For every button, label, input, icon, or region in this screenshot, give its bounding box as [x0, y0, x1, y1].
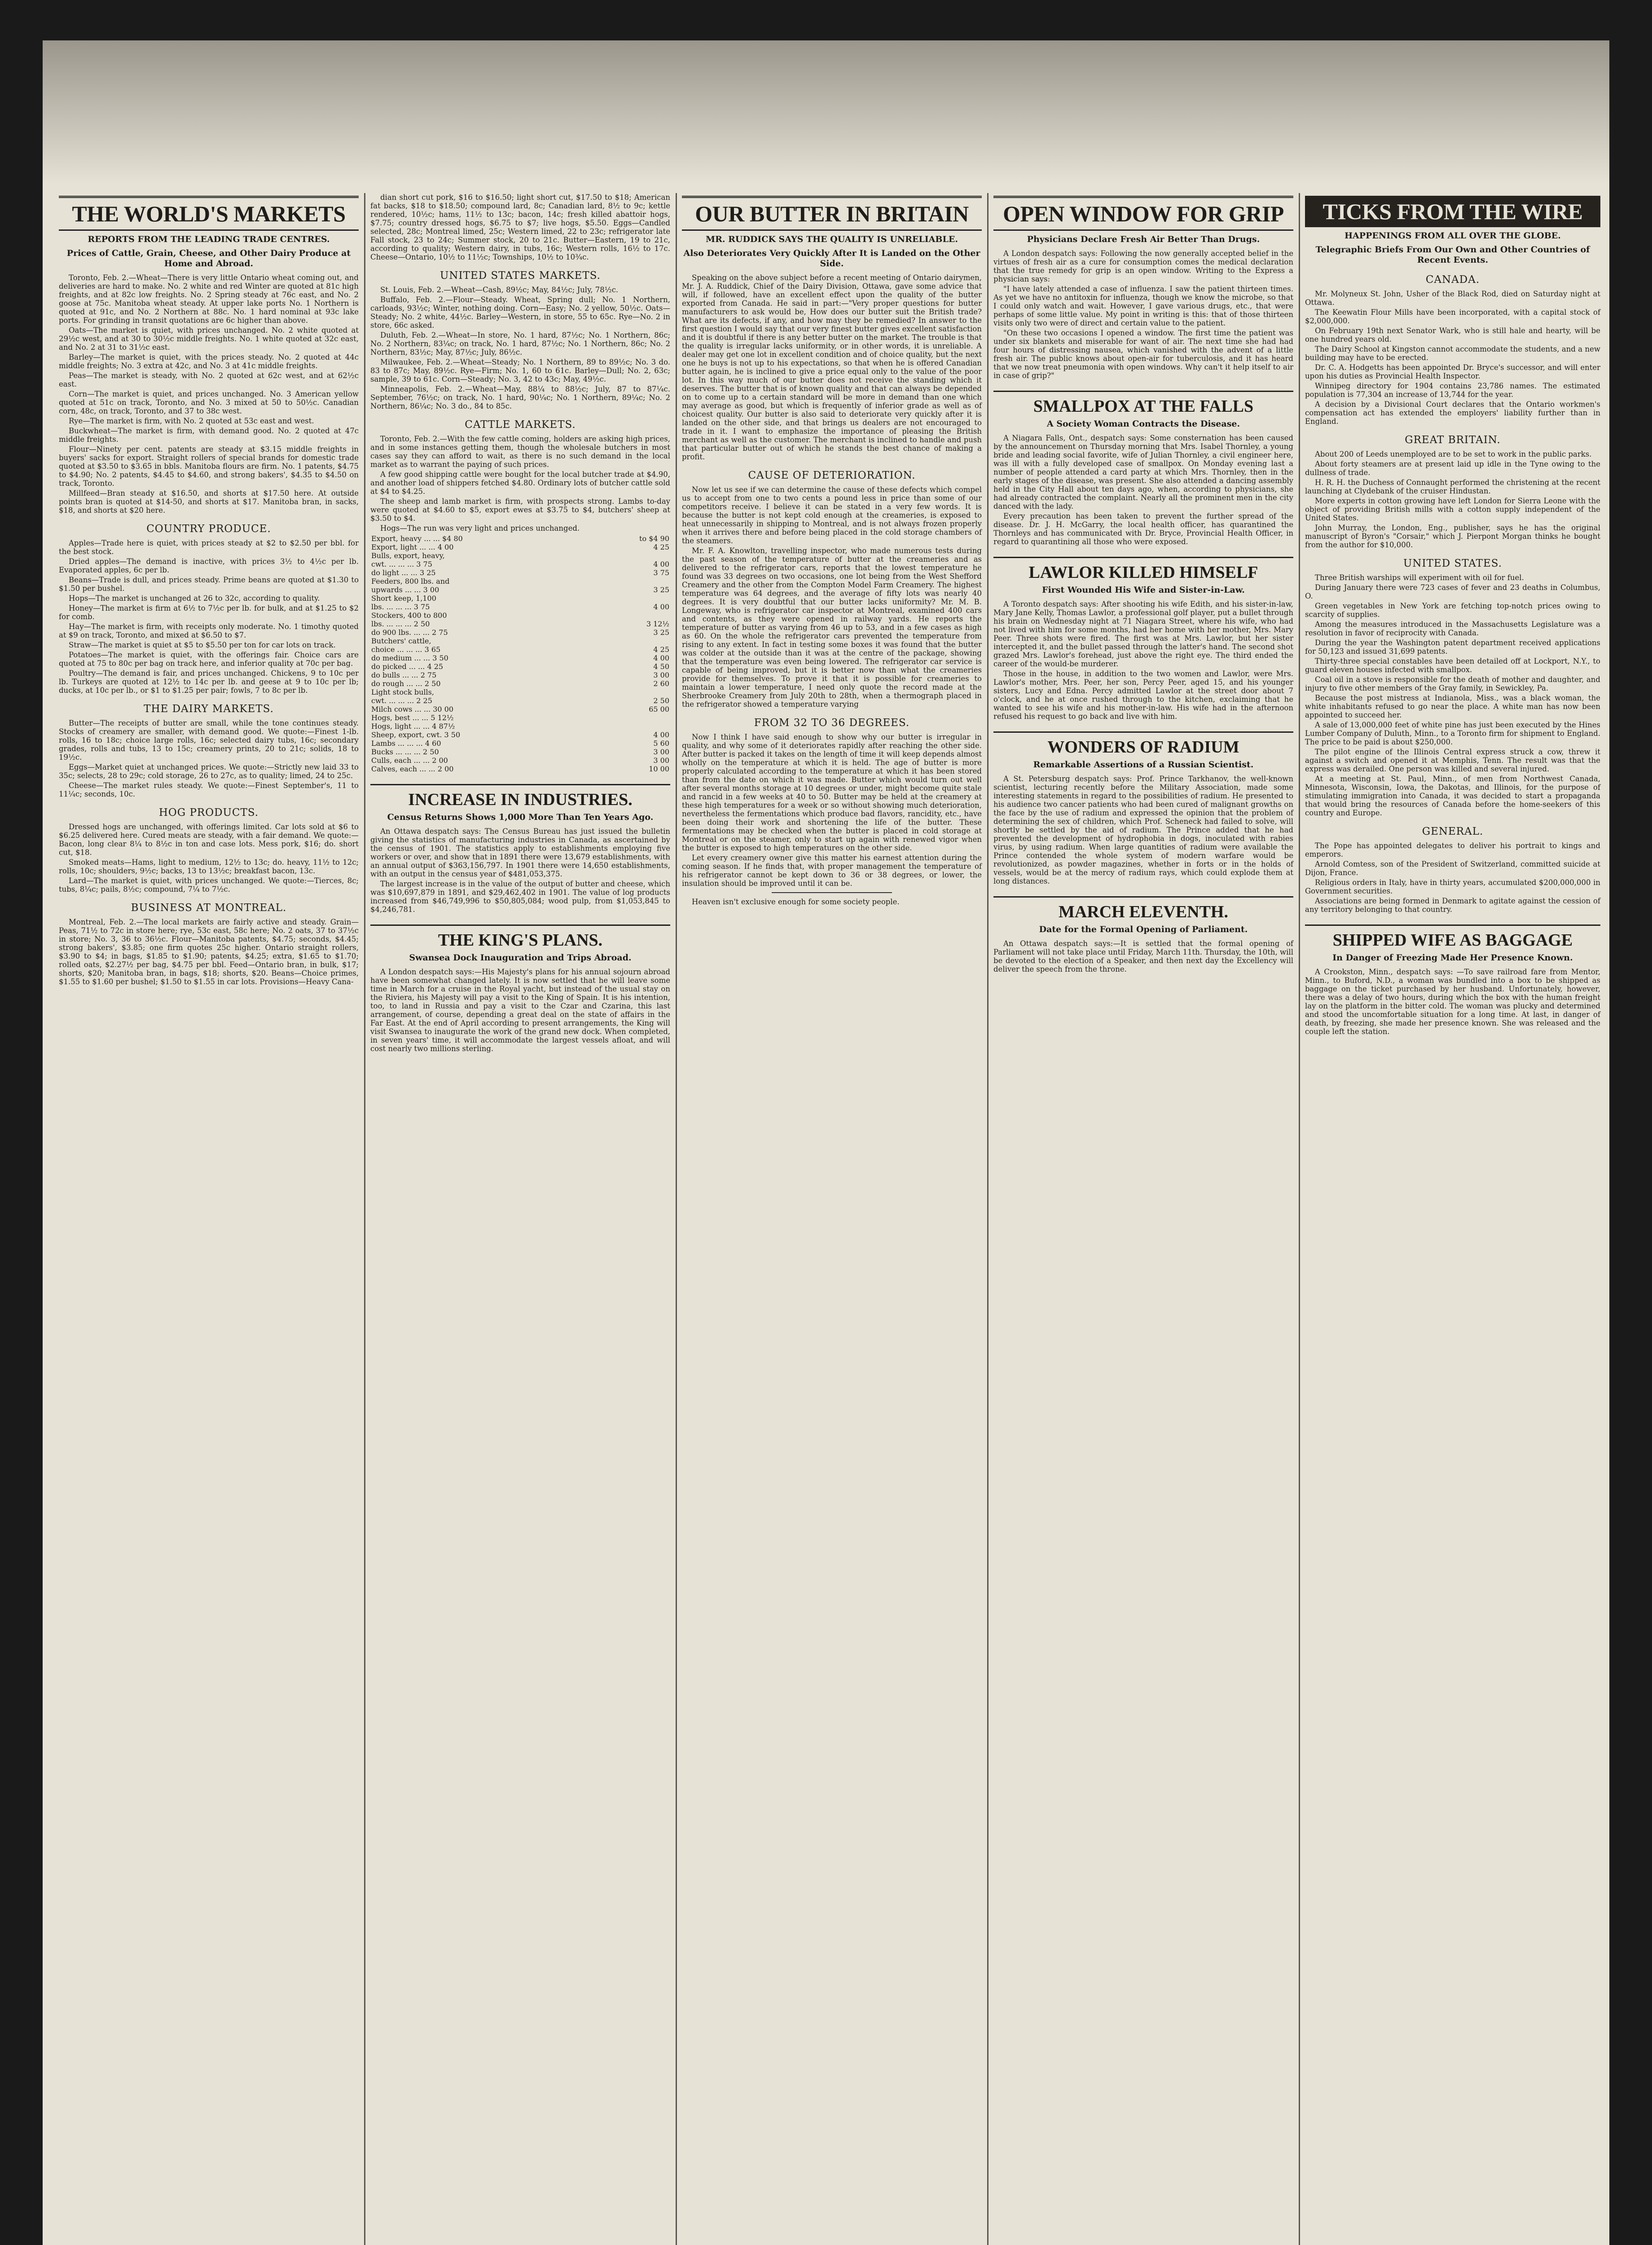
article-paragraph: Flour—Ninety per cent. patents are steady at $3.15 middle freights in buyers' sacks for export. Straight rollers of special brands for domestic trade quoted at $3.50 to $3.65 in bbls. Manitoba flours are firm. No. 1 patents, $4.75 to $4.90; No. 2 patents, $4.45 to $4.60, and strong bakers', $4.35 to $4.50 on track, Toronto. — [59, 445, 359, 488]
article-paragraph: Cheese—The market rules steady. We quote:—Finest September's, 11 to 11¼c; seconds, 10c. — [59, 781, 359, 798]
table-cell-price: 4 50 — [653, 662, 669, 671]
column-rule — [1299, 193, 1300, 2245]
article-paragraph: dian short cut pork, $16 to $16.50; light short cut, $17.50 to $18; American fat backs, $18 to $18.50; compound lard, 8c; Canadian lard, 8½ to 9c; kettle rendered, 10½c; hams, 11½ to 13c; bacon, 14c; fresh killed abattoir hogs, $7.75; country dressed hogs, $6.75 to $7; live hogs, $5.50. Eggs—Candled selected, 28c; Montreal limed, 25c; Western limed, 22 to 23c; refrigerator late Fall stock, 23 to 24c; Summer stock, 20 to 21c. Butter—Eastern, 19 to 21c, according to quality; Western dairy, in tubs, 16c; Western rolls, 16½ to 17c. Cheese—Ontario, 10½ to 11½c; Townships, 10½ to 10¾c. — [370, 193, 670, 261]
article-paragraph: Lard—The market is quiet, with prices unchanged. We quote:—Tierces, 8c; tubs, 8¼c; pails, 8½c; compound, 7¼ to 7½c. — [59, 876, 359, 894]
table-cell-price: 5 60 — [653, 739, 669, 748]
table-cell-price: 65 00 — [649, 705, 669, 713]
article-paragraph: Dried apples—The demand is inactive, with prices 3½ to 4½c per lb. Evaporated apples, 6c per lb. — [59, 557, 359, 574]
table-cell-price: 3 25 — [653, 628, 669, 637]
table-cell-item: Butchers' cattle, — [371, 637, 431, 645]
article-paragraph: An Ottawa despatch says: The Census Bureau has just issued the bulletin giving the statistics of manufacturing industries in Canada, as ascertained by the census of 1901. The statistics apply to establishments employing five workers or over, and show that in 1891 there were 13,679 establishments, with an annual output of $363,156,797. In 1901 there were 14,650 establishments, with an output in the census year of $481,053,375. — [370, 827, 670, 878]
table-cell-item: do picked ... ... 4 25 — [371, 662, 444, 671]
article-paragraph: "On these two occasions I opened a window. The first time the patient was under six blankets and miserable for want of air. The next time she had had four hours of distressing nausea, which vanished with the advent of a little fresh air. The public knows about open-air for tuberculosis, and it has heard that we now treat pneumonia with open windows. Why can't it help itself to air in case of grip?" — [993, 329, 1293, 380]
table-cell-item: lbs. ... ... ... 3 75 — [371, 603, 430, 611]
table-cell-price — [637, 594, 670, 603]
article-paragraph: The largest increase is in the value of the output of butter and cheese, which was $10,697,879 in 1891, and $29,462,402 in 1901. The value of log products increased from $46,749,996 to $50,805,084; wood pulp, from $1,053,845 to $4,246,781. — [370, 880, 670, 914]
article-headline: WONDERS OF RADIUM — [993, 731, 1293, 757]
article-paragraph: Associations are being formed in Denmark to agitate against the cession of any territory belonging to that country. — [1305, 897, 1600, 914]
article-paragraph: On February 19th next Senator Wark, who is still hale and hearty, will be one hundred years old. — [1305, 326, 1600, 343]
article-paragraph: Every precaution has been taken to prevent the further spread of the disease. Dr. J. H. McGarry, the local health officer, has quarantined the Thornleys and has communicated with Dr. Bryce, Provincial Health Officer, in regard to quarantining all those who were exposed. — [993, 512, 1293, 546]
subheadline: REPORTS FROM THE LEADING TRADE CENTRES. — [88, 234, 330, 244]
table-cell-item: do 900 lbs. ... ... 2 75 — [371, 628, 448, 637]
article-paragraph: The Dairy School at Kingston cannot accommodate the students, and a new building may have to be erected. — [1305, 345, 1600, 362]
table-cell-price: 3 00 — [653, 748, 669, 756]
article-paragraph: Eggs—Market quiet at unchanged prices. We quote:—Strictly new laid 33 to 35c; selects, 28 to 29c; cold storage, 26 to 27c, as to quality; limed, 24 to 25c. — [59, 763, 359, 780]
table-row — [370, 534, 670, 543]
article-paragraph: Mr. Molyneux St. John, Usher of the Black Rod, died on Saturday night at Ottawa. — [1305, 290, 1600, 307]
article-paragraph: Straw—The market is quiet at $5 to $5.50 per ton for car lots on track. — [69, 641, 336, 649]
column-5 — [1302, 193, 1603, 2245]
table-row — [370, 603, 670, 611]
article-paragraph: The Keewatin Flour Mills have been incorporated, with a capital stock of $2,000,000. — [1305, 308, 1600, 325]
section-heading: UNITED STATES. — [1403, 558, 1503, 569]
table-cell-item: Stockers, 400 to 800 — [371, 611, 447, 620]
headline: THE WORLD'S MARKETS — [59, 196, 359, 231]
article-paragraph: H. R. H. the Duchess of Connaught performed the christening at the recent launching at Clydebank of the cruiser Hindustan. — [1305, 478, 1600, 495]
table-row — [370, 551, 670, 560]
article-paragraph: Green vegetables in New York are fetching top-notch prices owing to scarcity of supplies. — [1305, 602, 1600, 619]
table-row — [370, 688, 670, 696]
table-cell-item: Sheep, export, cwt. 3 50 — [371, 731, 461, 739]
headline: TICKS FROM THE WIRE — [1305, 196, 1600, 227]
table-cell-price — [637, 713, 670, 722]
table-cell-price: 4 25 — [653, 543, 669, 551]
table-cell-item: Hogs, light ... ... 4 87½ — [371, 722, 455, 731]
headline: OUR BUTTER IN BRITAIN — [682, 196, 982, 231]
section-heading: HOG PRODUCTS. — [158, 807, 259, 819]
table-cell-item: do rough ... ... 2 50 — [371, 679, 441, 688]
article-paragraph: Thirty-three special constables have been detailed off at Lockport, N.Y., to guard eleven houses infected with smallpox. — [1305, 657, 1600, 674]
price-table — [370, 534, 670, 773]
table-cell-item: Bulls, export, heavy, — [371, 551, 445, 560]
column-rule — [676, 193, 677, 2245]
article-paragraph: The Pope has appointed delegates to deliver his portrait to kings and emperors. — [1305, 841, 1600, 858]
headline-deck: Also Deteriorates Very Quickly After It is Landed on the Other Side. — [683, 248, 980, 269]
table-row — [370, 756, 670, 765]
table-row — [370, 543, 670, 551]
section-heading: CAUSE OF DETERIORATION. — [748, 470, 916, 481]
newspaper-page — [43, 40, 1609, 2245]
article-paragraph: Dr. C. A. Hodgetts has been appointed Dr. Bryce's successor, and will enter upon his duties as Provincial Health Inspector. — [1305, 363, 1600, 380]
table-cell-item: do medium ... ... 3 50 — [371, 654, 448, 662]
headline-deck: First Wounded His Wife and Sister-in-Law. — [1042, 585, 1245, 595]
table-row — [370, 577, 670, 585]
article-paragraph: A decision by a Divisional Court declares that the Ontario workmen's compensation act has extended the employers' liability further than in England. — [1305, 400, 1600, 426]
headline: OPEN WINDOW FOR GRIP — [993, 196, 1293, 231]
article-paragraph: A St. Petersburg despatch says: Prof. Prince Tarkhanov, the well-known scientist, lecturing recently before the Military Association, made some interesting statements in regard to the possibilities of radium. He presented to his audience two cancer patients who had been cured of malignant growths on the face by the use of radium and expressed the opinion that the problem of determining the sex of children, which Prof. Scheneck had failed to solve, will shortly be settled by the aid of radium. The Prince added that he had prevented the development of hydrophobia in dogs, inoculated with rabies virus, by using radium. When large quantities of radium were available the Prince contended the whole system of modern warfare would be revolutionized, as powder magazines, whether in forts or in the holds of vessels, would be at the mercy of radium rays, which could explode them at long distances. — [993, 775, 1293, 885]
table-cell-price: 3 00 — [653, 671, 669, 679]
article-paragraph: The sheep and lamb market is firm, with prospects strong. Lambs to-day were quoted at $4.60 to $5, export ewes at $3.75 to $4, butchers' sheep at $3.50 to $4. — [370, 497, 670, 523]
article-paragraph: More experts in cotton growing have left London for Sierra Leone with the object of providing British mills with a cotton supply independent of the United States. — [1305, 497, 1600, 522]
article-paragraph: Honey—The market is firm at 6½ to 7½c per lb. for bulk, and at $1.25 to $2 for comb. — [59, 604, 359, 621]
table-row — [370, 628, 670, 637]
table-cell-price — [637, 637, 670, 645]
article-paragraph: Dressed hogs are unchanged, with offerings limited. Car lots sold at $6 to $6.25 delivered here. Cured meats are steady, with a fair demand. We quote:—Bacon, long clear 8¼ to 8½c in ton and case lots. Mess pork, $16; do. short cut, $18. — [59, 823, 359, 857]
article-paragraph: Beans—Trade is dull, and prices steady. Prime beans are quoted at $1.30 to $1.50 per bushel. — [59, 576, 359, 593]
table-cell-price: 3 00 — [653, 756, 669, 765]
section-heading: BUSINESS AT MONTREAL. — [131, 902, 287, 914]
article-paragraph: A Niagara Falls, Ont., despatch says: Some consternation has been caused by the announcement on Thursday morning that Mrs. Isabel Thornley, a young bride and leading social favorite, wife of Julian Thornley, a civil engineer here, was ill with a fully developed case of smallpox. On Monday evening last a number of people attended a card party at which Mrs. Thornley, then in the early stages of the disease, was present. She also attended a dancing assembly held in the City Hall about ten days ago, when, according to physicians, she had already contracted the complaint. Nearly all the prominent men in the city danced with the lady. — [993, 434, 1293, 511]
table-cell-item: Export, light ... ... 4 00 — [371, 543, 454, 551]
article-paragraph: Coal oil in a stove is responsible for the death of mother and daughter, and injury to five other members of the Gray family, in Sewickley, Pa. — [1305, 675, 1600, 692]
table-cell-item: cwt. ... ... ... 2 25 — [371, 696, 432, 705]
article-paragraph: Among the measures introduced in the Massachusetts Legislature was a resolution in favor of reciprocity with Canada. — [1305, 620, 1600, 637]
section-heading: THE DAIRY MARKETS. — [144, 703, 274, 715]
subheadline: HAPPENINGS FROM ALL OVER THE GLOBE. — [1344, 231, 1561, 241]
table-row — [370, 637, 670, 645]
table-cell-price: 2 50 — [653, 696, 669, 705]
table-cell-price — [637, 722, 670, 731]
article-paragraph: Milwaukee, Feb. 2.—Wheat—Steady; No. 1 Northern, 89 to 89½c; No. 3 do. 83 to 87c; May, 89½c. Rye—Firm; No. 1, 60 to 61c. Barley—Dull; No. 2, 63c; sample, 39 to 61c. Corn—Steady; No. 3, 42 to 43c; May, 49½c. — [370, 358, 670, 383]
table-cell-item: Hogs, best ... ... 5 12½ — [371, 713, 454, 722]
headline-deck: Census Returns Shows 1,000 More Than Ten Years Ago. — [387, 812, 654, 822]
article-paragraph: Toronto, Feb. 2.—With the few cattle coming, holders are asking high prices, and in some instances getting them, though the wholesale butchers in most cases say they can afford to wait, as there is no such demand in the local market as to warrant the paying of such prices. — [370, 435, 670, 469]
section-heading: CATTLE MARKETS. — [465, 419, 576, 431]
page-top-shadow — [43, 40, 1609, 184]
article-paragraph: A Toronto despatch says: After shooting his wife Edith, and his sister-in-law, Mary Jane Kelly, Thomas Lawlor, a professional golf player, put a bullet through his brain on Wednesday night at 71 Niagara Street, where his wife, who had not lived with him for some months, had her home with her mother, Mrs. Mary Peer. Three shots were fired. The first was at Mrs. Lawlor, but her sister intercepted it, and the bullet passed through the latter's hand. The second shot grazed Mrs. Lawlor's forehead, just above the right eye. The third ended the career of the would-be murderer. — [993, 600, 1293, 668]
table-row — [370, 765, 670, 773]
article-paragraph: About 200 of Leeds unemployed are to be set to work in the public parks. — [1315, 450, 1592, 458]
table-cell-price: 3 12½ — [646, 620, 669, 628]
subheadline: MR. RUDDICK SAYS THE QUALITY IS UNRELIABLE. — [706, 234, 958, 244]
table-row — [370, 713, 670, 722]
divider-rule — [772, 892, 892, 893]
article-paragraph: A sale of 13,000,000 feet of white pine has just been executed by the Hines Lumber Company of Duluth, Minn., to a Toronto firm for shipment to England. The price to be paid is about $250,000. — [1305, 721, 1600, 746]
table-row — [370, 560, 670, 568]
article-paragraph: Toronto, Feb. 2.—Wheat—There is very little Ontario wheat coming out, and deliveries are hard to make. No. 2 white and red Winter are quoted at 81c high freights, and at 82c low freights. No. 2 Spring steady at 76c east, and No. 2 goose at 75c. Manitoba wheat steady. At upper lake ports No. 1 Northern is quoted at 91c, and No. 2 Northern at 88c. No. 1 hard nominal at 93c lake ports. For grinding in transit quotations are 6c higher than above. — [59, 273, 359, 325]
table-cell-item: Feeders, 800 lbs. and — [371, 577, 450, 585]
article-paragraph: During January there were 723 cases of fever and 23 deaths in Columbus, O. — [1305, 583, 1600, 600]
headline-deck: A Society Woman Contracts the Disease. — [1046, 419, 1240, 429]
article-paragraph: Poultry—The demand is fair, and prices unchanged. Chickens, 9 to 10c per lb. Turkeys are quoted at 12½ to 14c per lb. and geese at 9 to 10c per lb; ducks, at 10c per lb., or $1 to $1.25 per pair; fowls, 7 to 8c per lb. — [59, 669, 359, 695]
article-paragraph: At a meeting at St. Paul, Minn., of men from Northwest Canada, Minnesota, Wisconsin, Iowa, the Dakotas, and Illinois, for the purpose of stimulating immigration into Canada, it was decided to start a propaganda that would bring the resources of Canada before the home-seekers of this country and Europe. — [1305, 775, 1600, 817]
table-cell-price — [637, 551, 670, 560]
table-cell-item: Calves, each ... ... 2 00 — [371, 765, 454, 773]
article-paragraph: Peas—The market is steady, with No. 2 quoted at 62c west, and at 62½c east. — [59, 371, 359, 388]
section-heading: UNITED STATES MARKETS. — [440, 270, 601, 282]
article-paragraph: St. Louis, Feb. 2.—Wheat—Cash, 89½c; May, 84½c; July, 78½c. — [380, 286, 619, 294]
table-cell-item: Culls, each ... ... 2 00 — [371, 756, 448, 765]
article-paragraph: Corn—The market is quiet, and prices unchanged. No. 3 American yellow quoted at 51c on track, Toronto, and No. 3 mixed at 50 to 50½c. Canadian corn, 48c, on track, Toronto, and 37 to 38c west. — [59, 390, 359, 415]
article-paragraph: Duluth, Feb. 2.—Wheat—In store, No. 1 hard, 87½c; No. 1 Northern, 86c; No. 2 Northern, 83¼c; on track, No. 1 hard, 87½c; No. 1 Northern, 86c; No. 2 Northern, 83½c; May, 87½c; July, 86½c. — [370, 331, 670, 357]
article-paragraph: Apples—Trade here is quiet, with prices steady at $2 to $2.50 per bbl. for the best stock. — [59, 539, 359, 556]
article-paragraph: Hogs—The run was very light and prices unchanged. — [380, 524, 580, 533]
table-cell-item: Short keep, 1,100 — [371, 594, 436, 603]
table-cell-price: 4 00 — [653, 654, 669, 662]
table-row — [370, 739, 670, 748]
article-paragraph: Winnipeg directory for 1904 contains 23,786 names. The estimated population is 77,304 an increase of 13,744 for the year. — [1305, 382, 1600, 399]
article-paragraph: Montreal, Feb. 2.—The local markets are fairly active and steady. Grain—Peas, 71½ to 72c in store here; rye, 53c east, 58c here; No. 2 oats, 37 to 37½c in store; No. 3, 36 to 36½c. Flour—Manitoba patents, $4.75; seconds, $4.45; strong bakers', $3.85; one firm quotes 25c higher. Ontario straight rollers, $3.90 to $4; in bags, $1.85 to $1.90; patents, $4.25; extra, $1.65 to $1.70; rolled oats, $2.27½ per bag, $4.75 per bbl. Feed—Ontario bran, in bulk, $17; shorts, $20; Manitoba bran, in bags, $18; shorts, $20. Beans—Choice primes, $1.55 to $1.60 per bushel; $1.50 to $1.55 in car lots. Provisions—Heavy Cana- — [59, 918, 359, 986]
table-cell-price: 4 25 — [653, 645, 669, 654]
table-row — [370, 731, 670, 739]
section-heading: COUNTRY PRODUCE. — [146, 523, 271, 535]
table-cell-item: choice ... ... ... 3 65 — [371, 645, 441, 654]
headline-deck: Telegraphic Briefs From Our Own and Other Countries of Recent Events. — [1315, 245, 1590, 265]
table-cell-item: do bulls ... ... 2 75 — [371, 671, 437, 679]
article-paragraph: Hops—The market is unchanged at 26 to 32c, according to quality. — [69, 594, 320, 603]
article-paragraph: Barley—The market is quiet, with the prices steady. No. 2 quoted at 44c middle freights; No. 3 extra at 42c, and No. 3 at 41c middle freights. — [59, 353, 359, 370]
headline-deck: Remarkable Assertions of a Russian Scientist. — [1033, 760, 1254, 770]
article-paragraph: Speaking on the above subject before a recent meeting of Ontario dairymen, Mr. J. A. Ruddick, Chief of the Dairy Division, Ottawa, gave some advice that will, if followed, have an excellent effect upon the quality of the butter exported from Canada. He said in part:—"Very proper questions for butter manufacturers to ask would be, How does our butter suit the British trade? What are its defects, if any, and how may they be remedied? In answer to the first question I would say that our very finest butter gives excellent satisfaction and it is doubtful if there is any better butter on the market. The trouble is that the quality is irregular lacks uniformity, or in other words, it is unreliable. A dealer may get one lot in excellent condition and of choice quality, but the next one he buys is not up to his expectations, so that when he is offered Canadian butter again, he is inclined to give a price equal only to the value of the poor lot. In this way much of our butter does not receive the standing which it deserves. The butter that is of known quality and that can always be depended on to come up to a certain standard will be more in demand than one which may average as good, but which is frequently of inferior grade as well as of choicest quality. Our butter is also said to deteriorate very quickly after it is landed on the other side, and that brings us dealers are not encouraged to trade in it. I want to emphasize the importance of pleasing the British merchant as well as the customer. The merchant is inclined to handle and push that particular butter out of which he stands the best chance of making a profit. — [682, 273, 982, 461]
table-row — [370, 705, 670, 713]
article-paragraph: Rye—The market is firm, with No. 2 quoted at 53c east and west. — [69, 417, 314, 425]
article-paragraph: Butter—The receipts of butter are small, while the tone continues steady. Stocks of creamery are smaller, with demand good. We quote:—Finest 1-lb. rolls, 16 to 18c; choice large rolls, 16c; selected dairy tubs, 16c; secondary grades, rolls and tubs, 13 to 15c; creamery prints, 20 to 21c; solids, 18 to 19½c. — [59, 719, 359, 762]
table-cell-item: Milch cows ... ... 30 00 — [371, 705, 454, 713]
column-rule — [364, 193, 365, 2245]
headline-deck: Prices of Cattle, Grain, Cheese, and Other Dairy Produce at Home and Abroad. — [66, 248, 351, 269]
article-paragraph: Hay—The market is firm, with receipts only moderate. No. 1 timothy quoted at $9 on track, Toronto, and mixed at $6.50 to $7. — [59, 622, 359, 639]
article-paragraph: Buffalo, Feb. 2.—Flour—Steady. Wheat, Spring dull; No. 1 Northern, carloads, 93½c; Winter, nothing doing. Corn—Easy; No. 2 yellow, 50½c. Oats—Steady; No. 2 white, 44½c. Barley—Western, in store, 55 to 65c. Rye—No. 2 in store, 66c asked. — [370, 295, 670, 330]
table-row — [370, 679, 670, 688]
article-paragraph: A Crookston, Minn., despatch says: —To save railroad fare from Mentor, Minn., to Buford, N.D., a woman was bundled into a box to be shipped as baggage on the ticket purchased by her husband. Unfortunately, however, there was a delay of two hours, during which the box with the human freight lay on the platform in the bitter cold. The woman was plucky and determined and stood the uncomfortable situation for a long time. At last, in danger of death, by freezing, she made her presence known. She was released and the couple left the station. — [1305, 968, 1600, 1036]
table-row — [370, 645, 670, 654]
table-cell-price: 10 00 — [649, 765, 669, 773]
headline-deck: Swansea Dock Inauguration and Trips Abroad. — [409, 953, 632, 963]
section-heading: FROM 32 TO 36 DEGREES. — [754, 717, 910, 729]
article-paragraph: "I have lately attended a case of influenza. I saw the patient thirteen times. As yet we have no antitoxin for influenza, though we know the microbe, so that I could only watch and wait. However, I gave various drugs, etc., that were perhaps of some little value. My point in writing is this: that of those thirteen visits only two were of direct and certain value to the patient. — [993, 285, 1293, 327]
column-rule — [987, 193, 989, 2245]
section-heading: CANADA. — [1425, 274, 1480, 286]
table-row — [370, 662, 670, 671]
section-heading: GENERAL. — [1422, 826, 1484, 837]
section-heading: GREAT BRITAIN. — [1405, 434, 1501, 446]
table-row — [370, 611, 670, 620]
headline-deck: Date for the Formal Opening of Parliament. — [1039, 924, 1248, 934]
article-paragraph: A London despatch says: Following the now generally accepted belief in the virtues of fresh air as a cure for consumption comes the medical declaration that the true remedy for grip is an open window. Writing to the Express a physician says: — [993, 249, 1293, 283]
article-headline: SHIPPED WIFE AS BAGGAGE — [1305, 924, 1600, 950]
article-paragraph: Now let us see if we can determine the cause of these defects which compel us to accept from one to two cents a pound less in price than some of our competitors receive. I believe it can be stated in a very few words. It is because the butter is not kept cold enough at the creameries, is exposed to heat unnecessarily in shipping to Montreal, and is not always frozen properly when it arrives there and before being placed in the cold storage chambers of the steamers. — [682, 485, 982, 545]
article-headline: LAWLOR KILLED HIMSELF — [993, 557, 1293, 582]
table-row — [370, 671, 670, 679]
table-row — [370, 585, 670, 594]
column-2 — [368, 193, 673, 2245]
article-paragraph: A London despatch says:—His Majesty's plans for his annual sojourn abroad have been somewhat changed lately. It is now settled that he will leave some time in March for a cruise in the Royal yacht, but instead of the usual stay on the Riviera, his Majesty will pay a visit to the King of Spain. It is his intention, too, to land in Russia and pay a visit to the Czar and Czarina, this last arrangement, of course, depending a great deal on the state of affairs in the Far East. At the end of April according to present arrangements, the King will visit Swansea to inaugurate the work of the grand new dock. When completed, in seven years' time, it will accommodate the largest vessels afloat, and will cost nearly two millions sterling. — [370, 968, 670, 1053]
table-cell-price — [637, 577, 670, 585]
table-cell-price: 3 25 — [653, 585, 669, 594]
table-row — [370, 722, 670, 731]
article-paragraph: Because the post mistress at Indianola, Miss., was a black woman, the white inhabitants refused to go near the place. A white man has now been appointed to succeed her. — [1305, 694, 1600, 719]
article-paragraph: An Ottawa despatch says:—It is settled that the formal opening of Parliament will not take place until Friday, March 11th. Thursday, the 10th, will be devoted to the election of a Speaker, and then next day the Excellency will deliver the speech from the throne. — [993, 939, 1293, 973]
table-cell-price: 4 00 — [653, 560, 669, 568]
article-paragraph: Oats—The market is quiet, with prices unchanged. No. 2 white quoted at 29½c west, and at 30 to 30½c middle freights. No. 1 white quoted at 32c east, and No. 2 at 31 to 31½c east. — [59, 326, 359, 352]
article-paragraph: About forty steamers are at present laid up idle in the Tyne owing to the dullness of trade. — [1305, 460, 1600, 477]
article-paragraph: During the year the Washington patent department received applications for 50,123 and issued 31,699 patents. — [1305, 638, 1600, 656]
table-row — [370, 748, 670, 756]
article-paragraph: John Murray, the London, Eng., publisher, says he has the original manuscript of Byron's "Corsair," which J. Pierpont Morgan thinks he bought from the author for $10,000. — [1305, 524, 1600, 549]
table-cell-item: do light ... ... 3 25 — [371, 568, 436, 577]
article-paragraph: Religious orders in Italy, have in thirty years, accumulated $200,000,000 in Government securities. — [1305, 878, 1600, 895]
table-cell-item: Lambs ... ... ... 4 60 — [371, 739, 441, 748]
article-paragraph: Minneapolis, Feb. 2.—Wheat—May, 88¼ to 88½c; July, 87 to 87¼c. September, 76½c; on track, No. 1 hard, 90¼c; No. 1 Northern, 89¼c; No. 2 Northern, 86¼c; No. 3 do., 84 to 85c. — [370, 385, 670, 410]
table-cell-price: 3 75 — [653, 568, 669, 577]
article-paragraph: Arnold Comtess, son of the President of Switzerland, committed suicide at Dijon, France. — [1305, 860, 1600, 877]
table-row — [370, 696, 670, 705]
article-paragraph: The pilot engine of the Illinois Central express struck a cow, threw it against a switch and opened it at Memphis, Tenn. The result was that the express was derailed. One person was killed and several injured. — [1305, 748, 1600, 773]
column-3 — [679, 193, 984, 2245]
article-paragraph: Mr. F. A. Knowlton, travelling inspector, who made numerous tests during the past season of the temperature of butter at the creameries and as delivered to the refrigerator cars, reports that the lowest temperature he found was 33 degrees on two occasions, one lot being from the West Shefford Creamery and the other from the Compton Model Farm Creamery. The highest temperature was 64 degrees, and the average of fifty lots was nearly 40 degrees. It is very doubtful that our butter lacks uniformity? Mr. M. B. Longeway, who is refrigerator car inspector at Montreal, examined 400 cars and contents, as they were opened in railway yards. He reports the temperature of butter as varying from 46 up to 53, and in a few cases as high as 60. On the whole the refrigerator cars prevented the temperature from rising to any extent. In fact in testing some boxes it was found that the butter was colder at the outside than it was at the centre of the package, showing that the temperature was even being lowered. The refrigerator car service is capable of being improved, but it is better now than what the creameries provide for themselves. To prove it that it is possible for creameries to maintain a lower temperature, I need only quote the record made at the Sherbrooke Creamery from July 20th to 28th, when a thermograph placed in the refrigerator showed a temperature varying — [682, 546, 982, 709]
table-cell-item: Light stock bulls, — [371, 688, 434, 696]
table-cell-price — [637, 611, 670, 620]
article-headline: MARCH ELEVENTH. — [993, 896, 1293, 922]
article-paragraph: Millfeed—Bran steady at $16.50, and shorts at $17.50 here. At outside points bran is quoted at $14-50, and shorts at $17. Manitoba bran, in sacks, $18, and shorts at $20 here. — [59, 489, 359, 515]
article-headline: THE KING'S PLANS. — [370, 924, 670, 950]
table-cell-item: lbs. ... ... ... 2 50 — [371, 620, 430, 628]
article-paragraph: Those in the house, in addition to the two women and Lawlor, were Mrs. Lawlor's mother, Mrs. Peer, her son, Percy Peer, aged 15, and his younger sisters, Lucy and Edna. Percy admitted Lawlor at the street door about 7 o'clock, and he at once rushed through to the kitchen, exclaiming that he wanted to see his wife and his mother-in-law. His wife had in the afternoon refused his request to go back and live with him. — [993, 669, 1293, 721]
article-headline: SMALLPOX AT THE FALLS — [993, 391, 1293, 416]
table-row — [370, 594, 670, 603]
headline-deck: In Danger of Freezing Made Her Presence Known. — [1332, 953, 1573, 963]
article-paragraph: Three British warships will experiment with oil for fuel. — [1315, 573, 1524, 582]
table-cell-price: 2 60 — [653, 679, 669, 688]
table-row — [370, 620, 670, 628]
table-cell-item: cwt. ... ... ... 3 75 — [371, 560, 432, 568]
table-row — [370, 568, 670, 577]
table-cell-item: Export, heavy ... ... $4 80 — [371, 534, 463, 543]
article-paragraph: Heaven isn't exclusive enough for some society people. — [692, 898, 900, 906]
article-paragraph: A few good shipping cattle were bought for the local butcher trade at $4.90, and another load of shippers fetched $4.80. Ordinary lots of butcher cattle sold at $4 to $4.25. — [370, 470, 670, 496]
article-headline: INCREASE IN INDUSTRIES. — [370, 784, 670, 810]
table-cell-price: 4 00 — [653, 603, 669, 611]
table-cell-item: upwards ... ... 3 00 — [371, 585, 439, 594]
table-row — [370, 654, 670, 662]
article-paragraph: Now I think I have said enough to show why our butter is irregular in quality, and why some of it deteriorates rapidly after reaching the other side. After butter is packed it takes on the length of time it will keep depends almost wholly on the temperature at which it is held. The age of butter is more properly calculated according to the temperature at which it has been stored than from the date on which it was made. Butter which would turn out well after several months storage at 10 degrees or under, might become quite stale and rancid in a few weeks at 40 to 50. Butter may be held at the creamery at these high temperatures for a week or so without showing much deterioration, nevertheless the fermentations which produce bad flavors, rancidity, etc., have been doing their work and shortening the life of the butter. These fermentations may be checked when the butter is placed in cold storage at Montreal or on the steamer, only to start up again with renewed vigor when the butter is exposed to high temperatures on the other side. — [682, 733, 982, 852]
table-cell-price — [637, 688, 670, 696]
table-cell-price: to $4 90 — [639, 534, 669, 543]
column-1 — [56, 193, 361, 2245]
article-paragraph: Let every creamery owner give this matter his earnest attention during the coming season. If he finds that, with proper management the temperature of his refrigerator cannot be kept down to 36 or 38 degrees, or lower, the insulation should be improved until it can be. — [682, 854, 982, 888]
headline-deck: Physicians Declare Fresh Air Better Than Drugs. — [1027, 234, 1260, 244]
article-paragraph: Smoked meats—Hams, light to medium, 12½ to 13c; do. heavy, 11½ to 12c; rolls, 10c; shoulders, 9½c; backs, 13 to 13½c; breakfast bacon, 13c. — [59, 858, 359, 875]
article-paragraph: Buckwheat—The market is firm, with demand good. No. 2 quoted at 47c middle freights. — [59, 427, 359, 444]
column-4 — [991, 193, 1296, 2245]
article-paragraph: Potatoes—The market is quiet, with the offerings fair. Choice cars are quoted at 75 to 80c per bag on track here, and inferior quality at 70c per bag. — [59, 651, 359, 668]
table-cell-item: Bucks ... ... ... 2 50 — [371, 748, 439, 756]
table-cell-price: 4 00 — [653, 731, 669, 739]
